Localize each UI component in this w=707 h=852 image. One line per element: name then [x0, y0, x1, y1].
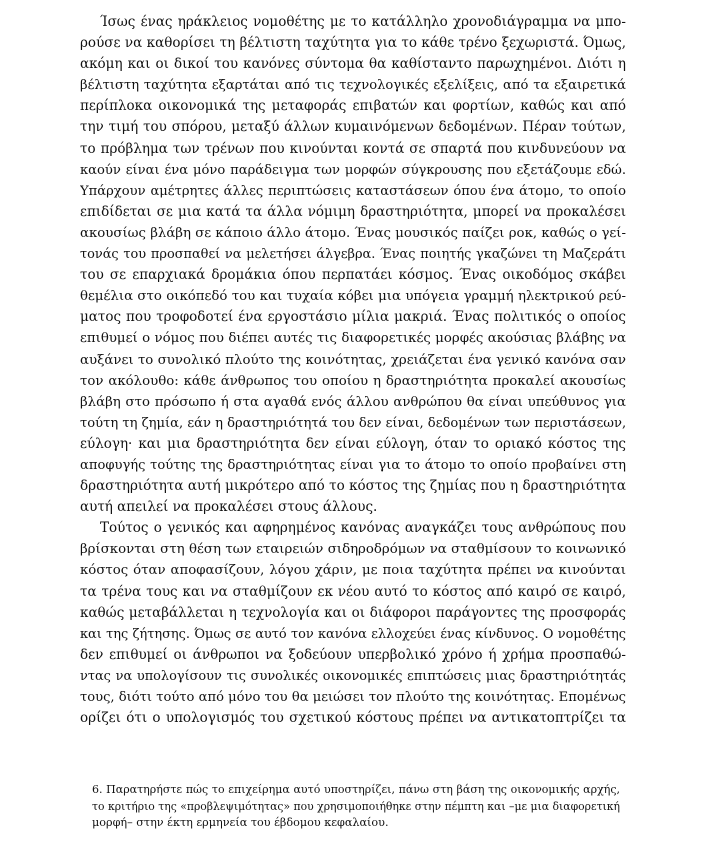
text-line: το πρόβλημα των τρένων που κινούνται κοντά σε σπαρτά που κινδυνεύουν να: [80, 140, 626, 157]
text-line: ακουσίως βλάβη σε κάποιο άλλο άτομο. Ένας μουσικός παίζει ροκ, καθώς ο γεί-: [80, 225, 626, 241]
main-text: [80, 12, 626, 729]
text-line: θεμέλια στο οικόπεδό του και τυχαία κόβει μια υπόγεια γραμμή ηλεκτρικού ρεύ-: [80, 289, 626, 305]
text-line: τον ακόλουθο: κάθε άνθρωπος του οποίου η δραστηριότητα προκαλεί ακουσίως: [80, 373, 626, 389]
text-line: επιδίδεται σε μια κατά τα άλλα νόμιμη δραστηριότητα, μπορεί να προκαλέσει: [80, 203, 626, 220]
text-line: ντας να υπολογίσουν τις συνολικές οικονομικές επιπτώσεις μιας δραστηριότητάς: [80, 668, 626, 684]
text-line: τα τρένα τους και να σταθμίζουν εκ νέου αυτό το κόστος από καιρό σε καιρό,: [80, 583, 626, 600]
footnote: [92, 782, 620, 832]
paragraph-2: [80, 518, 626, 729]
text-line: και της ζήτησης. Όμως σε αυτό τον κανόνα ελλοχεύει ένας κίνδυνος. Ο νομοθέτης: [80, 626, 626, 642]
text-line: του σε επαρχιακά δρομάκια όπου περπατάει κόσμος. Ένας οικοδόμος σκάβει: [80, 267, 626, 284]
text-line: αυτή απειλεί να προκαλέσει στους άλλους.: [80, 499, 378, 516]
text-line: περίπλοκα οικονομικά της μεταφοράς επιβατών και φορτίων, καθώς και από: [80, 98, 626, 115]
text-line: βλάβη στο πρόσωπο ή στα αγαθά ενός άλλου ανθρώπου θα είναι υπεύθυνος για: [80, 394, 626, 410]
text-line: βρίσκονται στη θέση των εταιρειών σιδηροδρόμων να σταθμίσουν το κοινωνικό: [80, 542, 626, 558]
text-line: τούτη τη ζημία, εάν η δραστηριότητά του δεν είναι, δεδομένων των περιστάσεων,: [80, 415, 626, 431]
text-line: ρούσε να καθορίσει τη βέλτιστη ταχύτητα για το κάθε τρένο ξεχωριστά. Όμως,: [80, 35, 626, 52]
text-line: Υπάρχουν αμέτρητες άλλες περιπτώσεις καταστάσεων όπου ένα άτομο, το οποίο: [80, 183, 626, 199]
text-line: δεν επιθυμεί οι άνθρωποι να ξοδεύουν υπερβολικό χρόνο ή χρήμα προσπαθώ-: [80, 646, 626, 663]
text-line: καούν είναι ένα μόνο παράδειγμα των μορφών σύγκρουσης που εξετάζουμε εδώ.: [80, 162, 626, 178]
footnote-line: 6. Παρατηρήστε πώς το επιχείρημα αυτό υποστηρίζει, πάνω στη βάση της οικονομικής αρχής,: [92, 783, 620, 796]
text-line: κόστος όταν αποφασίζουν, λόγου χάριν, με ποια ταχύτητα πρέπει να κινούνται: [80, 563, 626, 579]
paragraph-1: [80, 12, 626, 518]
text-line: ορίζει ότι ο υπολογισμός του σχετικού κόστους πρέπει να αντικατοπτρίζει τα: [80, 710, 626, 727]
text-line: τονάς του προσπαθεί να μελετήσει άλγεβρα. Ένας ποιητής γκαζώνει τη Μαζεράτι: [80, 247, 626, 263]
text-line: Ίσως ένας ηράκλειος νομοθέτης με το κατάλληλο χρονοδιάγραμμα να μπο-: [100, 14, 626, 30]
text-line: δραστηριότητα αυτή μικρότερο από το κόστος της ζημίας που η δραστηριότητα: [80, 478, 626, 495]
text-line: καθώς μεταβάλλεται η τεχνολογία και οι διάφοροι παράγοντες της προσφοράς: [80, 604, 626, 621]
text-line: βέλτιστη ταχύτητα εξαρτάται από τις τεχνολογικές εξελίξεις, από τα εξαιρετικά: [80, 78, 626, 94]
footnote-line: το κριτήριο της «προβλεψιμότητας» που χρησιμοποιήθηκε στην πέμπτη και –με μια διαφορετική: [92, 799, 620, 813]
text-line: τους, διότι τούτο από μόνο του θα μειώσει τον πλούτο της κοινότητας. Επομένως: [80, 690, 626, 705]
text-line: επιθυμεί ο νόμος που διέπει αυτές τις διαφορετικές μορφές ακούσιας βλάβης να: [80, 331, 626, 347]
text-line: Τούτος ο γενικός και αφηρημένος κανόνας αναγκάζει τους ανθρώπους που: [100, 520, 626, 537]
text-line: αυξάνει το συνολικό πλούτο της κοινότητας, χρειάζεται ένα γενικό κανόνα σαν: [80, 352, 626, 368]
text-line: την τιμή του σπόρου, μεταξύ άλλων κυμαινόμενων δεδομένων. Πέραν τούτων,: [80, 119, 626, 136]
text-line: ματος που τροφοδοτεί ένα εργοστάσιο μίλια μακριά. Ένας πολιτικός ο οποίος: [80, 309, 626, 326]
text-line: ακόμη και οι δικοί του κανόνες σύντομα θα καθίσταντο παρωχημένοι. Διότι η: [80, 56, 626, 73]
footnote-line: μορφή– στην έκτη ερμηνεία του έβδομου κεφαλαίου.: [92, 816, 389, 829]
text-line: αποφυγής τούτης της δραστηριότητας είναι για το άτομο το οποίο προβαίνει στη: [80, 457, 626, 473]
text-line: εύλογη· και μια δραστηριότητα δεν είναι εύλογη, όταν το οριακό κόστος της: [80, 435, 626, 452]
